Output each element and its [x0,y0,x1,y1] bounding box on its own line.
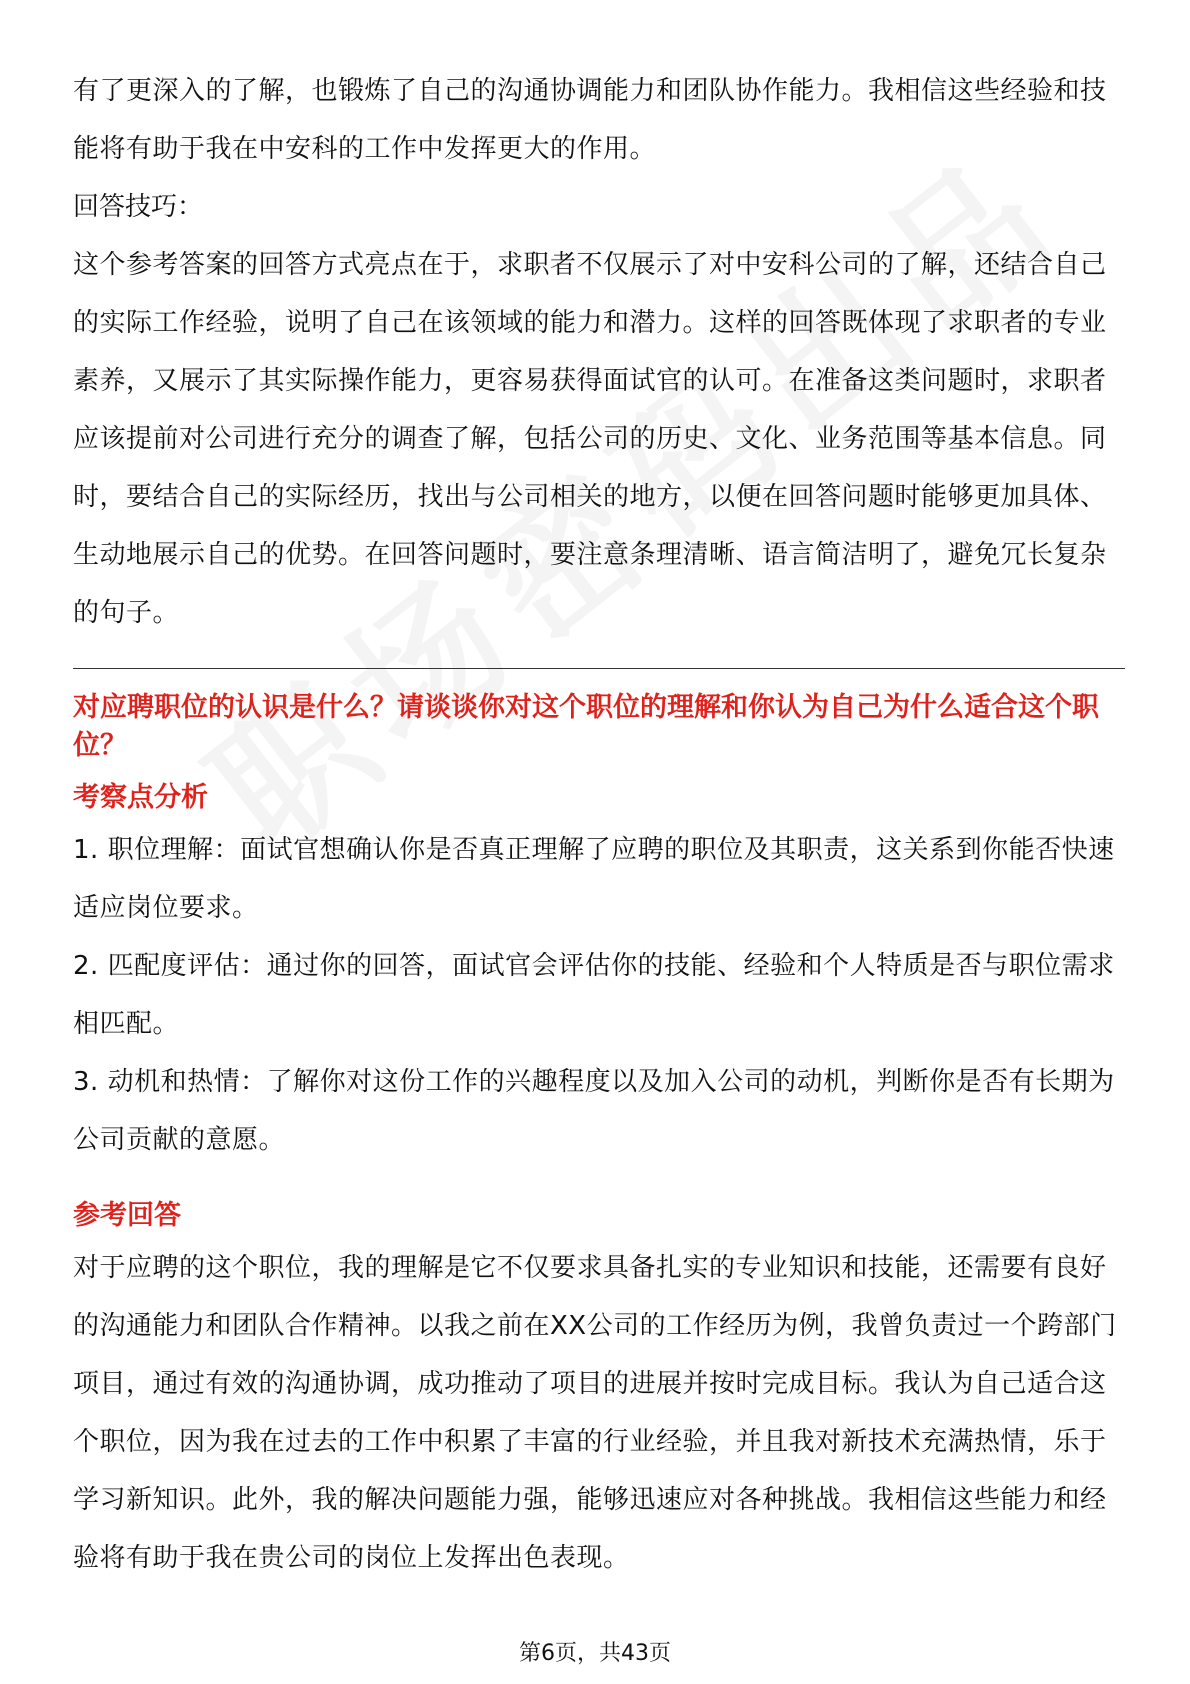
question-title: 对应聘职位的认识是什么？请谈谈你对这个职位的理解和你认为自己为什么适合这个职位？ [73,692,1099,761]
section-divider [73,668,1125,669]
analysis-point-1: 1. 职位理解：面试官想确认你是否真正理解了应聘的职位及其职责，这关系到你能否快速适应岗位要求。 [73,835,1115,923]
analysis-point-3: 3. 动机和热情：了解你对这份工作的兴趣程度以及加入公司的动机，判断你是否有长期为公司贡献的意愿。 [73,1067,1115,1155]
tips-label: 回答技巧： [73,192,204,222]
page-number: 第6页，共43页 [519,1641,671,1666]
answer-paragraph: 对于应聘的这个职位，我的理解是它不仅要求具备扎实的专业知识和技能，还需要有良好的沟通能力和团队合作精神。以我之前在XX公司的工作经历为例，我曾负责过一个跨部门项目，通过有效的沟通协调，成功推动了项目的进展并按时完成目标。我认为自己适合这个职位，因为我在过去的工作中积累了丰富的行业经验，并且我对新技术充满热情，乐于学习新知识。此外，我的解决问题能力强，能够迅速应对各种挑战。我相信这些能力和经验将有助于我在贵公司的岗位上发挥出色表现。 [73,1253,1117,1573]
intro-paragraph: 有了更深入的了解，也锻炼了自己的沟通协调能力和团队协作能力。我相信这些经验和技能将有助于我在中安科的工作中发挥更大的作用。 [73,76,1107,164]
tips-paragraph: 这个参考答案的回答方式亮点在于，求职者不仅展示了对中安科公司的了解，还结合自己的实际工作经验，说明了自己在该领域的能力和潜力。这样的回答既体现了求职者的专业素养，又展示了其实际操作能力，更容易获得面试官的认可。在准备这类问题时，求职者应该提前对公司进行充分的调查了解，包括公司的历史、文化、业务范围等基本信息。同时，要结合自己的实际经历，找出与公司相关的地方，以便在回答问题时能够更加具体、生动地展示自己的优势。在回答问题时，要注意条理清晰、语言简洁明了，避免冗长复杂的句子。 [73,250,1107,628]
analysis-heading: 考察点分析 [73,782,208,813]
page-content [73,62,1117,1587]
analysis-point-2: 2. 匹配度评估：通过你的回答，面试官会评估你的技能、经验和个人特质是否与职位需求相匹配。 [73,951,1115,1039]
answer-heading: 参考回答 [73,1200,181,1231]
